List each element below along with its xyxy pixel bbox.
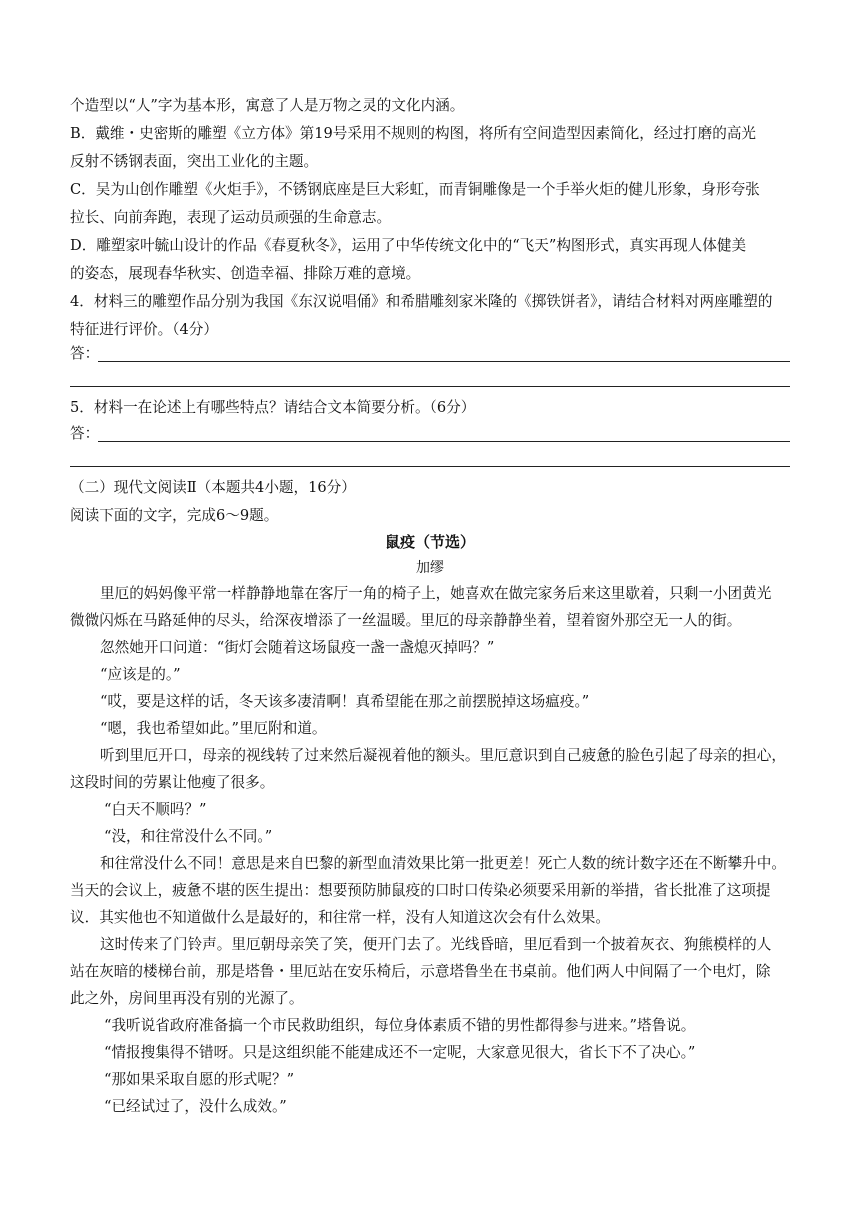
article-author: 加缪: [416, 560, 444, 576]
answer-line: [70, 386, 790, 387]
article-paragraph-line: “白天不顺吗？”: [104, 801, 207, 818]
article-paragraph-line: “应该是的。”: [100, 666, 181, 683]
answer-field-q4[interactable]: [70, 344, 790, 364]
article-paragraph-line: “情报搜集得不错呀。只是这组织能不能建成还不一定呢，大家意见很大，省长下不了决心。”: [104, 1044, 696, 1061]
option-a-continuation: 个造型以“人”字为基本形，寓意了人是万物之灵的文化内涵。: [70, 97, 465, 114]
article-paragraph-line: “哎，要是这样的话，冬天该多凄清啊！真希望能在那之前摆脱掉这场瘟疫。”: [100, 693, 590, 710]
article-paragraph-line: 微微闪烁在马路延伸的尽头，给深夜增添了一丝温暖。里厄的母亲静静坐着，望着窗外那空无一人的街。: [70, 612, 742, 629]
article-paragraph-line: “没，和往常没什么不同。”: [104, 828, 273, 845]
option-c-line: C．吴为山创作雕塑《火炬手》，不锈钢底座是巨大彩虹，而青铜雕像是一个手举火炬的健儿形象，身形夸张: [70, 181, 760, 198]
article-paragraph-line: 和往常没什么不同！意思是来自巴黎的新型血清效果比第一批更差！死亡人数的统计数字还在不断攀升中。: [100, 855, 786, 872]
article-paragraph-line: “那如果采取自愿的形式呢？”: [104, 1071, 295, 1088]
answer-line: [98, 441, 790, 442]
reading-instruction: 阅读下面的文字，完成6～9题。: [70, 507, 279, 524]
answer-label: 答：: [70, 345, 100, 362]
article-paragraph-line: 此之外，房间里再没有别的光源了。: [70, 990, 304, 1007]
answer-label: 答：: [70, 425, 100, 442]
article-paragraph-line: 里厄的妈妈像平常一样静静地靠在客厅一角的椅子上，她喜欢在做完家务后来这里歇着，只剩一小团黄光: [100, 585, 772, 602]
option-d-line: D．雕塑家叶毓山设计的作品《春夏秋冬》，运用了中华传统文化中的“飞天”构图形式，真实再现人体健美: [70, 237, 747, 254]
article-paragraph-line: “嗯，我也希望如此。”里厄附和道。: [100, 720, 327, 737]
article-paragraph-line: 这时传来了门铃声。里厄朝母亲笑了笑，便开门去了。光线昏暗，里厄看到一个披着灰衣、狗熊模样的人: [100, 936, 772, 953]
article-paragraph-line: 听到里厄开口，母亲的视线转了过来然后凝视着他的额头。里厄意识到自己疲惫的脸色引起了母亲的担心，: [100, 747, 786, 764]
article-paragraph-line: 当天的会议上，疲惫不堪的医生提出：想要预防肺鼠疫的口时口传染必须要采用新的举措，省长批准了这项提: [70, 882, 771, 899]
answer-field-q5[interactable]: [70, 424, 790, 444]
article-title: 鼠疫（节选）: [384, 533, 475, 551]
article-paragraph-line: 议．其实他也不知道做什么是最好的，和往常一样，没有人知道这次会有什么效果。: [70, 909, 610, 926]
section-header: （二）现代文阅读Ⅱ（本题共4小题，16分）: [70, 479, 356, 496]
article-paragraph-line: “我听说省政府准备搞一个市民救助组织，每位身体素质不错的男性都得参与进来。”塔鲁说。: [104, 1017, 696, 1034]
question-4-text: 特征进行评价。（4分）: [70, 321, 218, 338]
option-b-line: 反射不锈钢表面，突出工业化的主题。: [70, 153, 319, 170]
article-paragraph-line: 站在灰暗的楼梯台前，那是塔鲁・里厄站在安乐椅后，示意塔鲁坐在书桌前。他们两人中间隔了一个电灯，除: [70, 963, 771, 980]
article-paragraph-line: “已经试过了，没什么成效。”: [104, 1098, 287, 1115]
article-paragraph-line: 这段时间的劳累让他瘦了很多。: [70, 774, 275, 791]
option-b-line: B．戴维・史密斯的雕塑《立方体》第19号采用不规则的构图，将所有空间造型因素简化，经过打磨的高光: [70, 125, 757, 142]
answer-line: [98, 361, 790, 362]
question-5-text: 5．材料一在论述上有哪些特点？请结合文本简要分析。（6分）: [70, 399, 476, 416]
article-paragraph-line: 忽然她开口问道：“街灯会随着这场鼠疫一盏一盏熄灭掉吗？”: [100, 639, 495, 656]
option-c-line: 拉长、向前奔跑，表现了运动员顽强的生命意志。: [70, 209, 392, 226]
option-d-line: 的姿态，展现春华秋实、创造幸福、排除万难的意境。: [70, 265, 421, 282]
answer-line: [70, 466, 790, 467]
question-4-text: 4．材料三的雕塑作品分别为我国《东汉说唱俑》和希腊雕刻家米隆的《掷铁饼者》，请结合材料对两座雕塑的: [70, 293, 773, 310]
